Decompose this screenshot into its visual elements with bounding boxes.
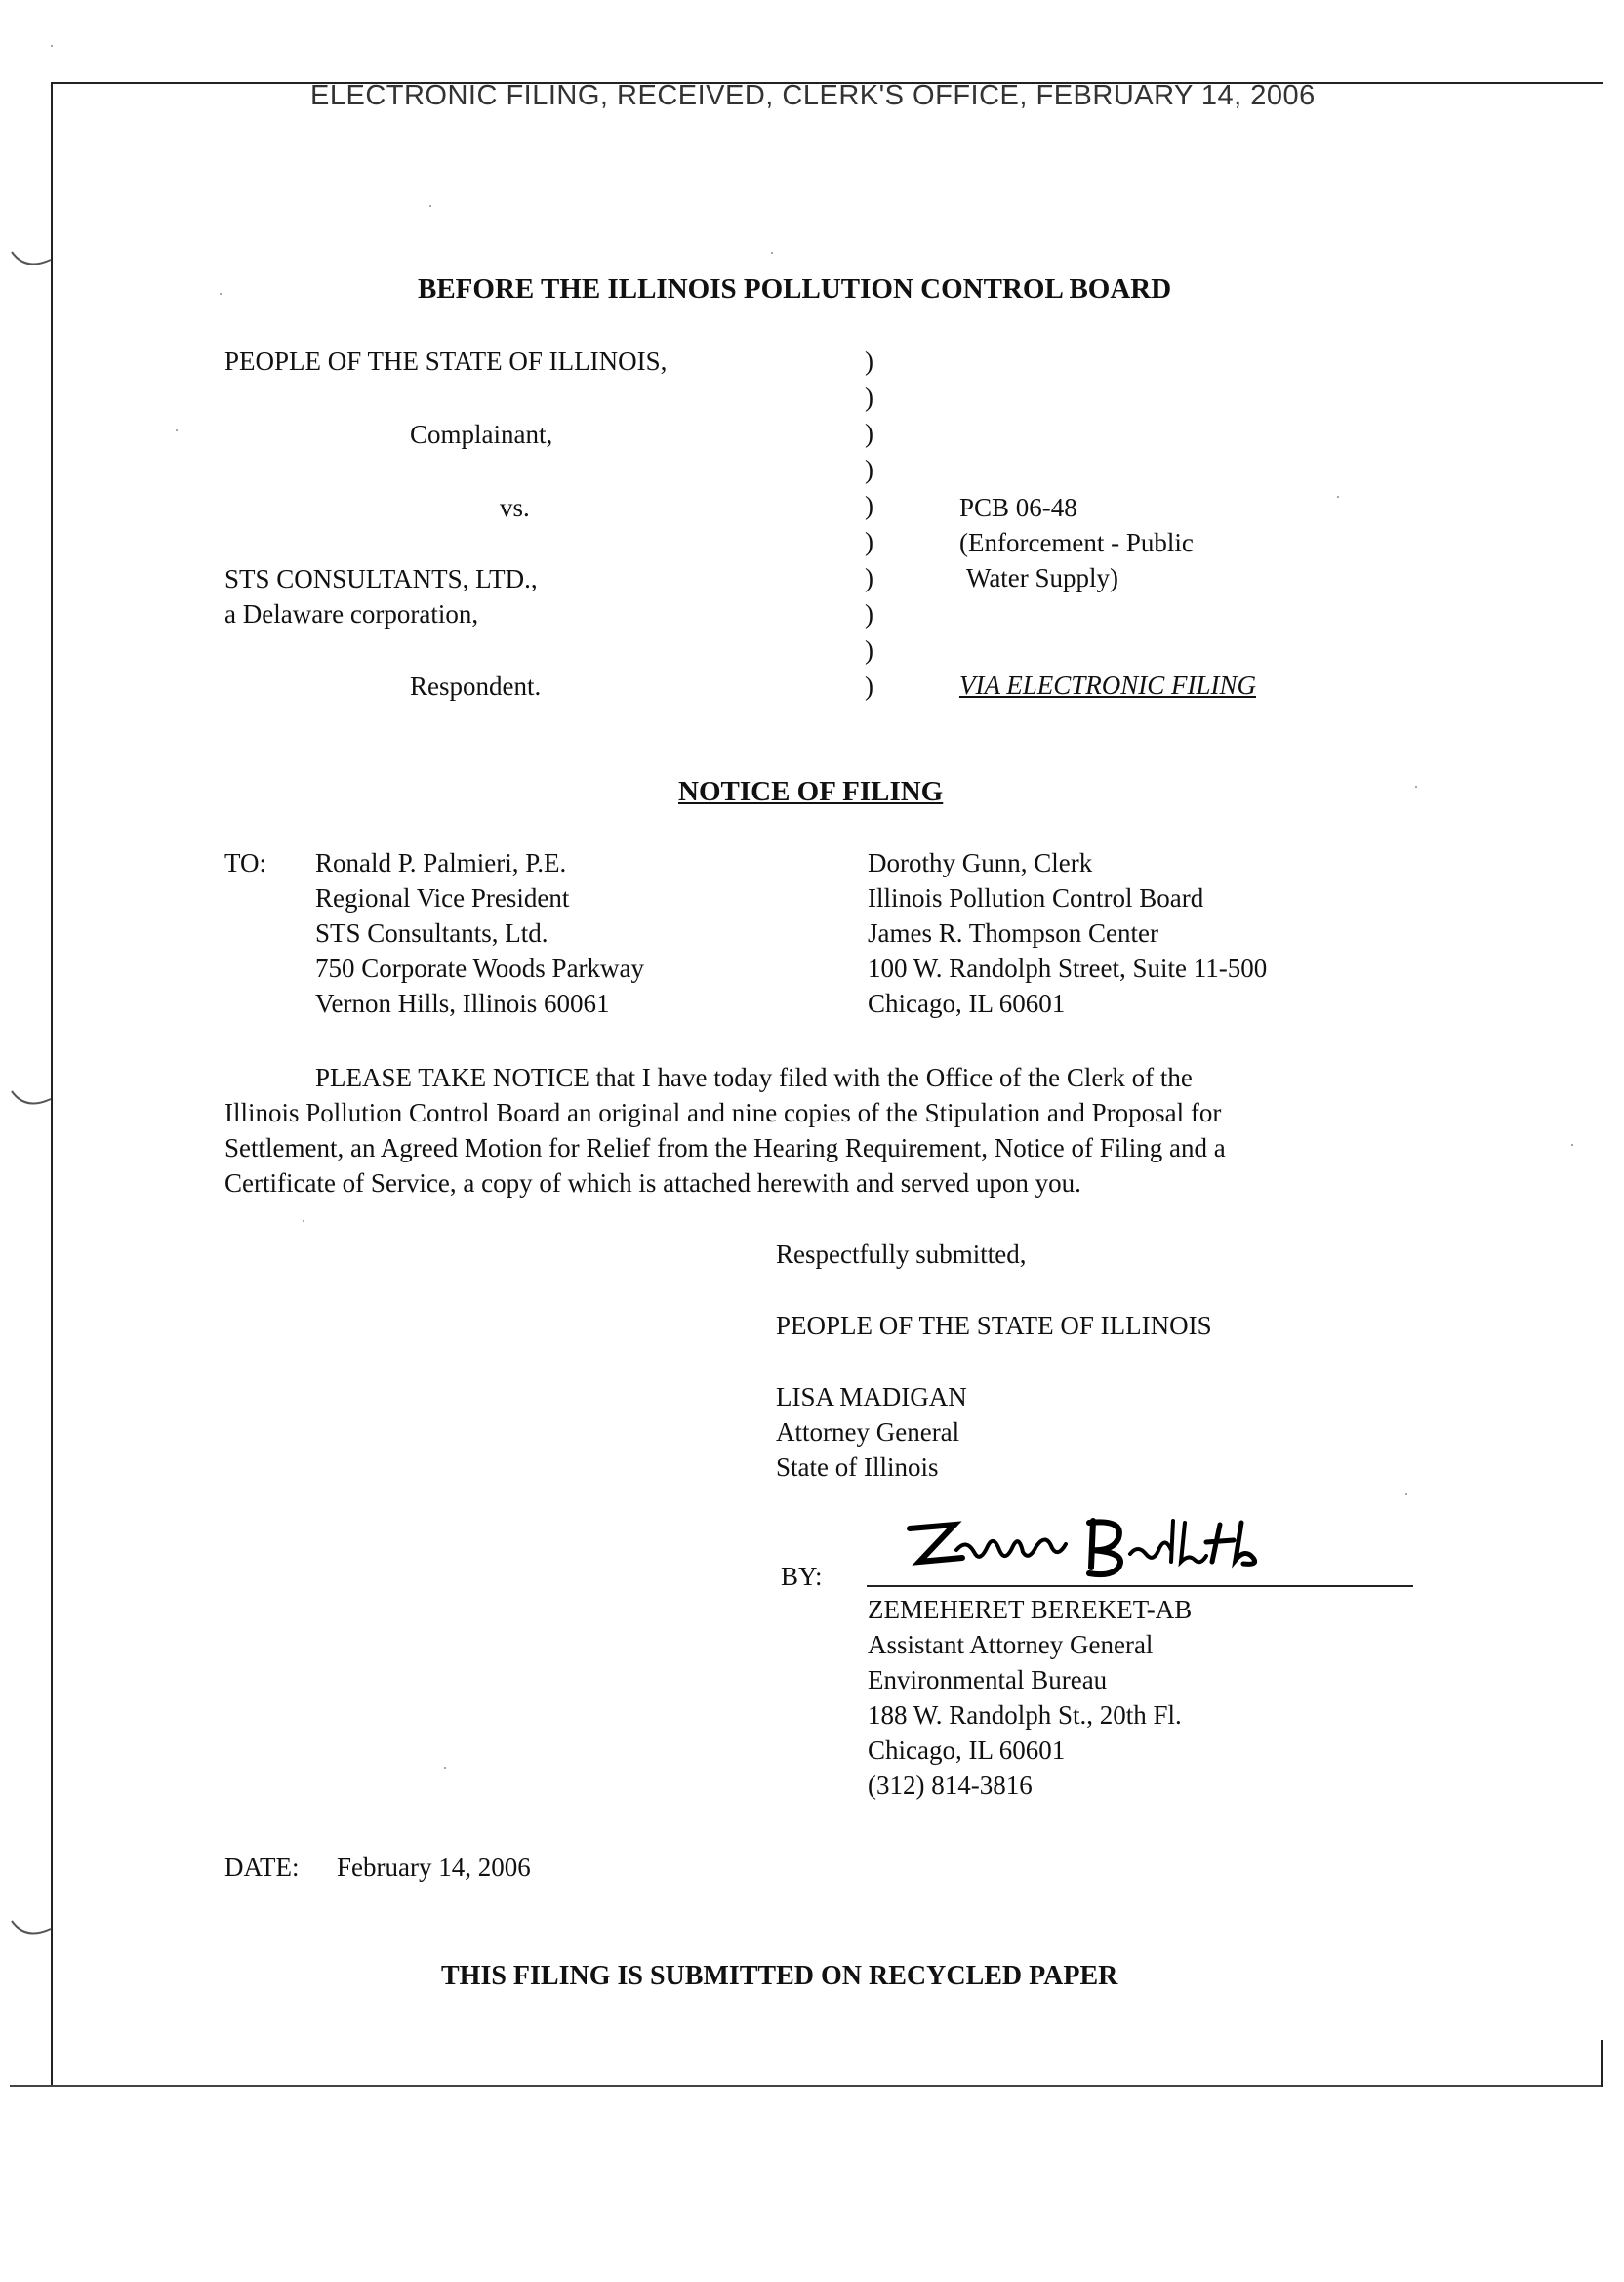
caption-paren: ) — [865, 599, 873, 629]
party-name: PEOPLE OF THE STATE OF ILLINOIS — [776, 1311, 1212, 1340]
caption-paren: ) — [865, 527, 873, 556]
filing-stamp: ELECTRONIC FILING, RECEIVED, CLERK'S OFFICE, FEBRUARY 14, 2006 — [310, 80, 1316, 111]
recipient-right-line: 100 W. Randolph Street, Suite 11-500 — [868, 954, 1268, 983]
recipient-right-line: James R. Thompson Center — [868, 918, 1158, 948]
signer-line: Assistant Attorney General — [868, 1630, 1154, 1659]
frame-bottom-line — [10, 2085, 1603, 2087]
scan-speck — [771, 252, 773, 254]
signer-line: (312) 814-3816 — [868, 1771, 1033, 1800]
attorney-general-state: State of Illinois — [776, 1452, 939, 1482]
notice-title: NOTICE OF FILING — [678, 776, 944, 807]
by-label: BY: — [781, 1562, 823, 1591]
court-heading: BEFORE THE ILLINOIS POLLUTION CONTROL BOARD — [418, 273, 1172, 305]
recipient-right-line: Dorothy Gunn, Clerk — [868, 848, 1093, 877]
signer-line: Chicago, IL 60601 — [868, 1735, 1066, 1765]
punch-mark-icon — [8, 1903, 66, 1952]
respectfully-submitted: Respectfully submitted, — [776, 1240, 1027, 1269]
respondent-role: Respondent. — [410, 672, 542, 701]
complainant-role: Complainant, — [410, 420, 553, 449]
respondent-description: a Delaware corporation, — [224, 599, 479, 629]
caption-paren: ) — [865, 672, 873, 701]
to-label: TO: — [224, 848, 267, 877]
date-value: February 14, 2006 — [337, 1853, 531, 1882]
complainant-name: PEOPLE OF THE STATE OF ILLINOIS, — [224, 346, 668, 376]
signature-image — [898, 1511, 1308, 1589]
recipient-right — [868, 845, 1267, 1021]
caption-paren: ) — [865, 491, 873, 520]
case-type-line1: (Enforcement - Public — [959, 528, 1194, 557]
scan-speck — [1415, 786, 1417, 788]
caption-paren: ) — [865, 635, 873, 665]
body-line: Settlement, an Agreed Motion for Relief from the Hearing Requirement, Notice of Filing and a — [224, 1133, 1226, 1162]
signer-line: Environmental Bureau — [868, 1665, 1108, 1694]
date-label: DATE: — [224, 1853, 300, 1882]
recycled-paper-footer: THIS FILING IS SUBMITTED ON RECYCLED PAPER — [441, 1961, 1118, 1991]
scan-speck — [429, 205, 431, 207]
recipient-left-line: Regional Vice President — [315, 883, 570, 913]
scan-speck — [1405, 1493, 1407, 1495]
signer-line: 188 W. Randolph St., 20th Fl. — [868, 1700, 1182, 1730]
case-type-line2: Water Supply) — [966, 563, 1119, 592]
recipient-left-line: 750 Corporate Woods Parkway — [315, 954, 645, 983]
signer-line: ZEMEHERET BEREKET-AB — [868, 1595, 1193, 1624]
scan-speck — [176, 429, 178, 431]
signer-block — [868, 1592, 1192, 1803]
attorney-general-name: LISA MADIGAN — [776, 1382, 967, 1411]
caption-paren: ) — [865, 383, 873, 412]
recipient-right-line: Illinois Pollution Control Board — [868, 883, 1204, 913]
body-line: Certificate of Service, a copy of which is attached herewith and served upon you. — [224, 1168, 1081, 1198]
scan-speck — [220, 293, 222, 295]
filing-method: VIA ELECTRONIC FILING — [959, 671, 1257, 700]
versus-label: vs. — [500, 493, 530, 522]
body-line: PLEASE TAKE NOTICE that I have today filed with the Office of the Clerk of the — [315, 1063, 1193, 1092]
recipient-right-line: Chicago, IL 60601 — [868, 989, 1066, 1018]
case-number: PCB 06-48 — [959, 493, 1077, 522]
punch-mark-icon — [8, 234, 66, 283]
scan-speck — [444, 1767, 446, 1769]
attorney-general-title: Attorney General — [776, 1417, 960, 1447]
punch-mark-icon — [8, 1074, 66, 1122]
caption-paren: ) — [865, 455, 873, 484]
recipient-left-line: STS Consultants, Ltd. — [315, 918, 548, 948]
recipient-left-line: Vernon Hills, Illinois 60061 — [315, 989, 610, 1018]
scan-speck — [1571, 1144, 1573, 1146]
caption-paren: ) — [865, 346, 873, 376]
body-line: Illinois Pollution Control Board an original and nine copies of the Stipulation and Proposal for — [224, 1098, 1222, 1127]
caption-paren: ) — [865, 419, 873, 448]
scan-speck — [1337, 496, 1339, 498]
recipient-left — [315, 845, 644, 1021]
caption-paren: ) — [865, 563, 873, 592]
scan-speck — [303, 1220, 304, 1222]
respondent-name: STS CONSULTANTS, LTD., — [224, 564, 538, 593]
recipient-left-line: Ronald P. Palmieri, P.E. — [315, 848, 567, 877]
scan-speck — [51, 45, 53, 47]
frame-right-line — [1601, 2040, 1603, 2087]
